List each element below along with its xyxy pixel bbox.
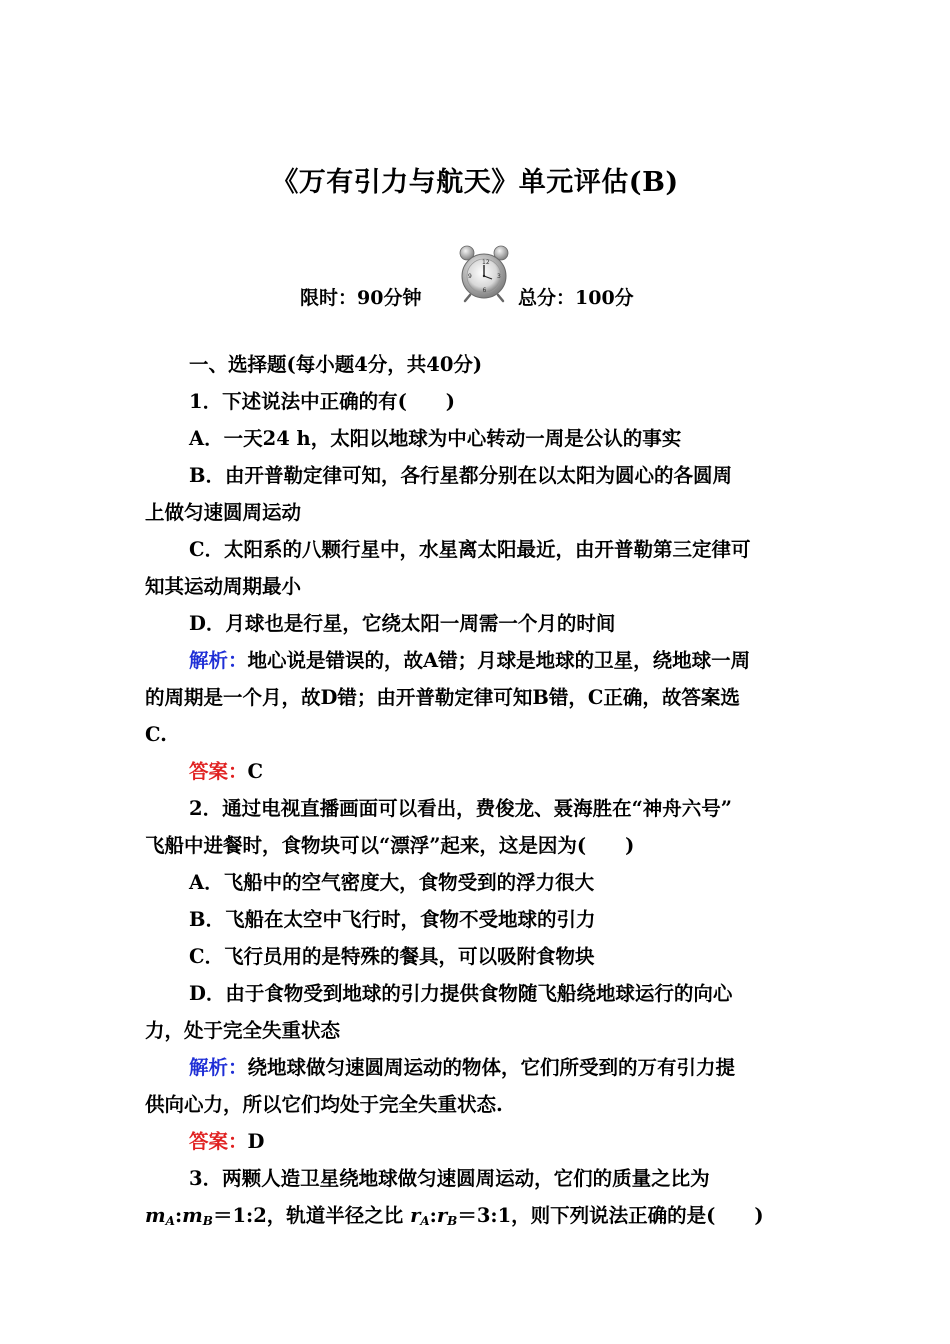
question-1-option-d: D．月球也是行星，它绕太阳一周需一个月的时间 [189, 612, 616, 635]
question-1-option-b-cont: 上做匀速圆周运动 [145, 501, 302, 524]
question-3-stem: 3．两颗人造卫星绕地球做匀速圆周运动，它们的质量之比为 [189, 1167, 710, 1190]
svg-text:12: 12 [482, 259, 490, 266]
answer-value: C [247, 760, 264, 783]
question-1-option-c-cont: 知其运动周期最小 [145, 575, 302, 598]
question-1-analysis-cont: 的周期是一个月，故D错；由开普勒定律可知B错，C正确，故答案选 [145, 686, 740, 709]
question-2-stem: 2．通过电视直播画面可以看出，费俊龙、聂海胜在“神舟六号” [189, 797, 733, 820]
question-2-answer [145, 1123, 810, 1160]
question-1-answer [145, 753, 810, 790]
question-2-option-d: D．由于食物受到地球的引力提供食物随飞船绕地球运行的向心 [189, 982, 733, 1005]
total-score: 总分：100分 [518, 287, 634, 309]
question-1-option-c: C．太阳系的八颗行星中，水星离太阳最近，由开普勒第三定律可 [189, 538, 751, 561]
time-limit: 限时：90分钟 [300, 287, 422, 309]
question-2-option-d-cont: 力，处于完全失重状态 [145, 1019, 341, 1042]
question-1-option-b: B．由开普勒定律可知，各行星都分别在以太阳为圆心的各圆周 [189, 464, 732, 487]
question-1-analysis [145, 642, 810, 679]
question-2-stem-cont: 飞船中进餐时，食物块可以“漂浮”起来，这是因为( ) [145, 834, 635, 857]
question-2-analysis [145, 1049, 810, 1086]
svg-text:9: 9 [468, 273, 472, 280]
question-2-analysis-cont: 供向心力，所以它们均处于完全失重状态. [145, 1093, 503, 1116]
analysis-text: 地心说是错误的，故A错；月球是地球的卫星，绕地球一周 [247, 649, 751, 672]
alarm-clock-icon [454, 243, 514, 303]
answer-value: D [247, 1130, 265, 1153]
analysis-label: 解析： [189, 649, 248, 672]
question-2-option-c: C．飞行员用的是特殊的餐具，可以吸附食物块 [189, 945, 595, 968]
analysis-label: 解析： [189, 1056, 248, 1079]
document-body [145, 346, 810, 1234]
document-title: 《万有引力与航天》单元评估(B) [271, 167, 679, 198]
question-1-analysis-cont2: C. [145, 723, 167, 746]
question-1-stem: 1．下述说法中正确的有( ) [189, 390, 456, 413]
svg-text:6: 6 [482, 287, 487, 294]
analysis-text: 绕地球做匀速圆周运动的物体，它们所受到的万有引力提 [247, 1056, 736, 1079]
question-2-option-a: A．飞船中的空气密度大，食物受到的浮力很大 [189, 871, 595, 894]
time-score-bar [300, 241, 680, 309]
section-heading: 一、选择题(每小题4分，共40分) [189, 353, 483, 376]
answer-label: 答案： [189, 1130, 248, 1153]
answer-label: 答案： [189, 760, 248, 783]
question-3-stem-cont: $m_A:m_B=1:2$，轨道半径之比 $r_A:r_B=3:1$，则下列说法正确的是( ) [145, 1204, 764, 1228]
question-2-option-b: B．飞船在太空中飞行时，食物不受地球的引力 [189, 908, 596, 931]
question-1-option-a: A．一天24 h，太阳以地球为中心转动一周是公认的事实 [189, 427, 682, 450]
svg-text:3: 3 [497, 273, 501, 280]
